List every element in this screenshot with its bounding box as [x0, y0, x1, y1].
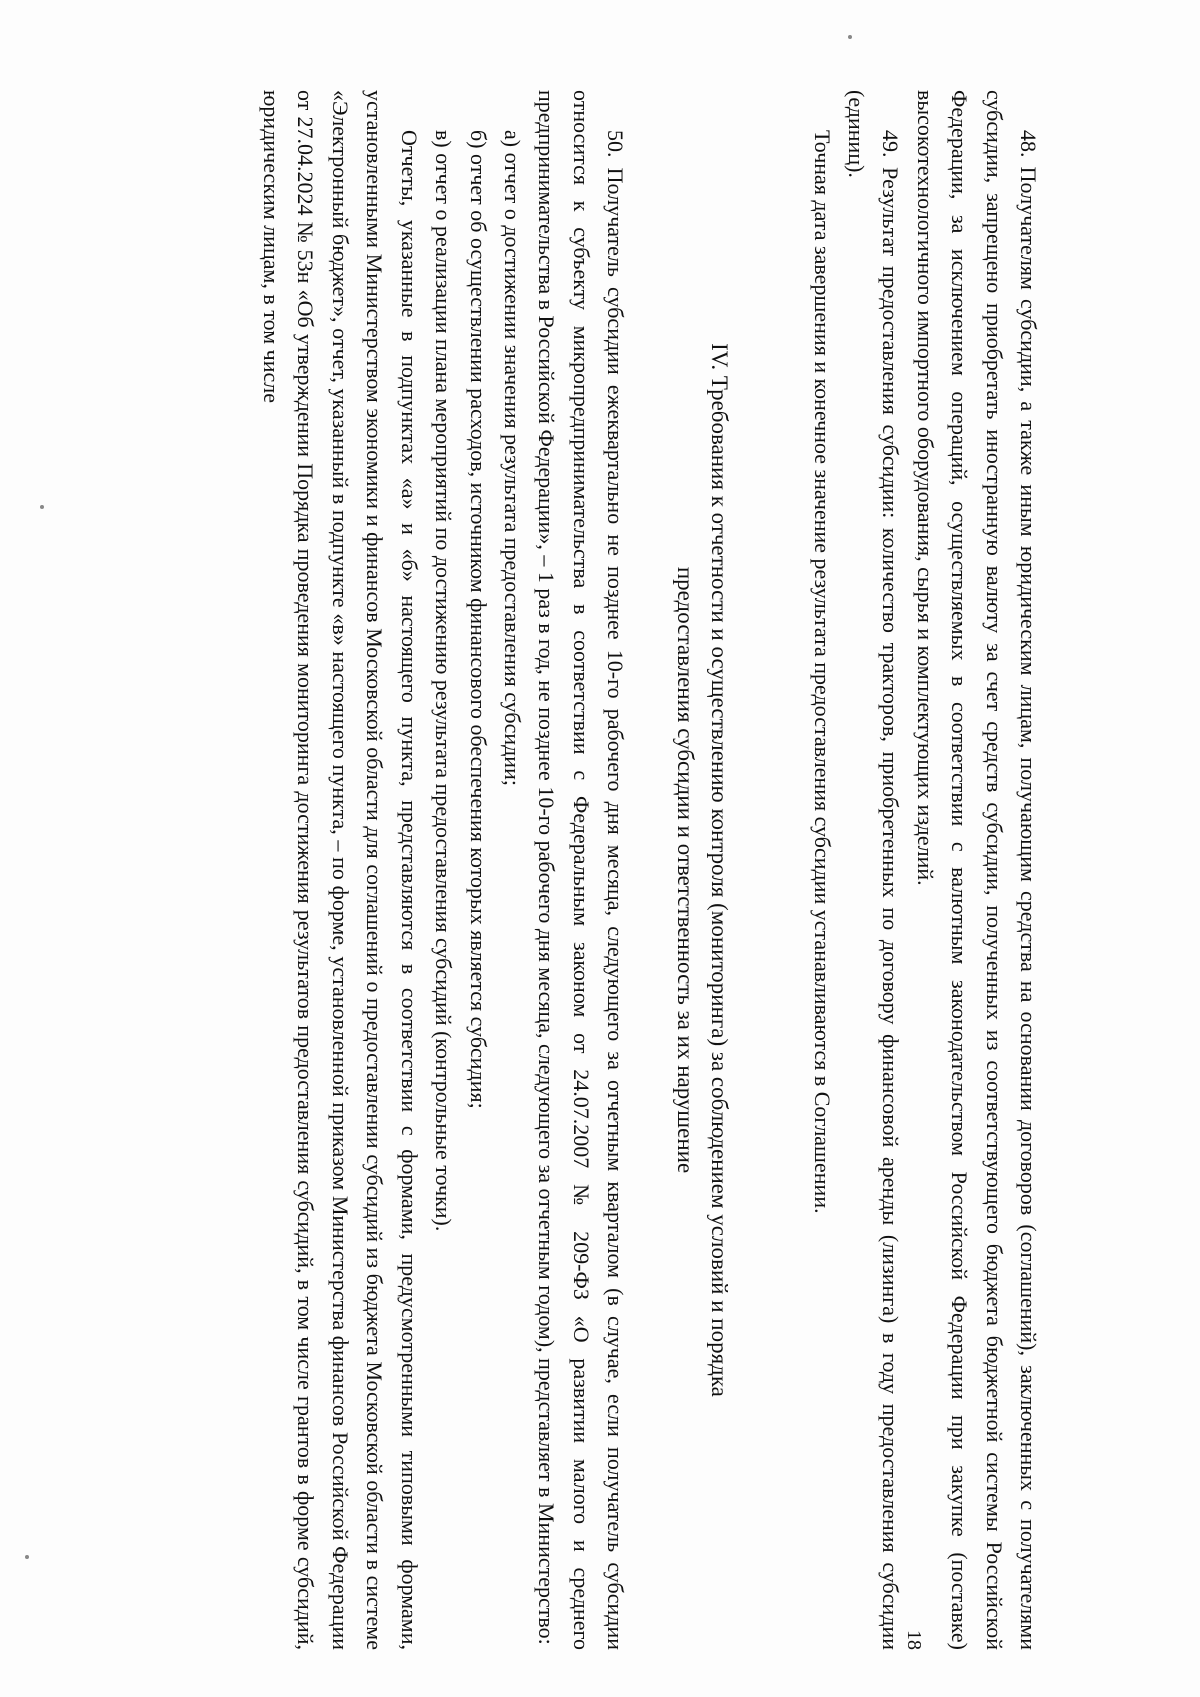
- section-heading-line2: предоставления субсидии и ответственность за их нарушение: [673, 566, 699, 1174]
- list-item-a: а) отчет о достижении значения результата предоставления субсидии;: [499, 130, 525, 786]
- scan-speck: [25, 1555, 29, 1559]
- section-heading-line1: IV. Требования к отчетности и осуществлению контроля (мониторинга) за соблюдением условий и порядка: [707, 343, 733, 1397]
- paragraph-50: 50. Получатель субсидии ежеквартально не позднее 10-го рабочего дня месяца, следующего за отчетным кварталом (в случае, если получатель субсидии относится к субъекту микропредпринимательства в соответствии с Федеральным законом от 24.07.2007 № 209-ФЗ «О развитии малого и среднего предпринимательства в Российской Федерации», – 1 раз в год, не позднее 10-го рабочего дня месяца, следующего за отчетным годом), представляет в Министерство:: [534, 90, 629, 1650]
- scan-speck: [40, 505, 44, 509]
- paragraph-49: 49. Результат предоставления субсидии: количество тракторов, приобретенных по договору финансовой аренды (лизинга) в году предоставления субсидии (единиц).: [843, 90, 904, 1650]
- list-item-b: б) отчет об осуществлении расходов, источником финансового обеспечения которых является субсидия;: [465, 130, 491, 1109]
- paragraph-49-date: Точная дата завершения и конечное значение результата предоставления субсидии устанавливаются в Соглашении.: [809, 130, 835, 1214]
- top-paragraphs: [254, 90, 1045, 1650]
- list-item-v: в) отчет о реализации плана мероприятий по достижению результата предоставления субсидий (контрольные точки).: [431, 130, 457, 1232]
- paragraph-reports: Отчеты, указанные в подпунктах «а» и «б» настоящего пункта, представляются в соответствии с формами, предусмотренными типовыми формами, установленными Министерством экономики и финансов Московской области для соглашений о предоставлении субсидий из бюджета Московской области в системе «Электронный бюджет», отчет, указанный в подпункте «в» настоящего пункта, – по форме, установленной приказом Министерства финансов Российской Федерации от 27.04.2024 № 53н «Об утверждении Порядка проведения мониторинга достижения результатов предоставления субсидий, в том числе грантов в форме субсидий, юридическим лицам, в том числе: [259, 90, 422, 1650]
- scan-speck: [848, 35, 852, 39]
- paragraph-48: 48. Получателям субсидии, а также иным юридическим лицам, получающим средства на основании договоров (соглашений), заключенных с получателями субсидии, запрещено приобретать иностранную валюту за счет средств субсидии, полученных из соответствующего бюджета бюджетной системы Российской Федерации, за исключением операций, осуществляемых в соответствии с валютным законодательством Российской Федерации при закупке (поставке) высокотехнологичного импортного оборудования, сырья и комплектующих изделий.: [912, 90, 1041, 1650]
- rotated-content: [155, 90, 1055, 1650]
- page-number: 18: [903, 1630, 925, 1650]
